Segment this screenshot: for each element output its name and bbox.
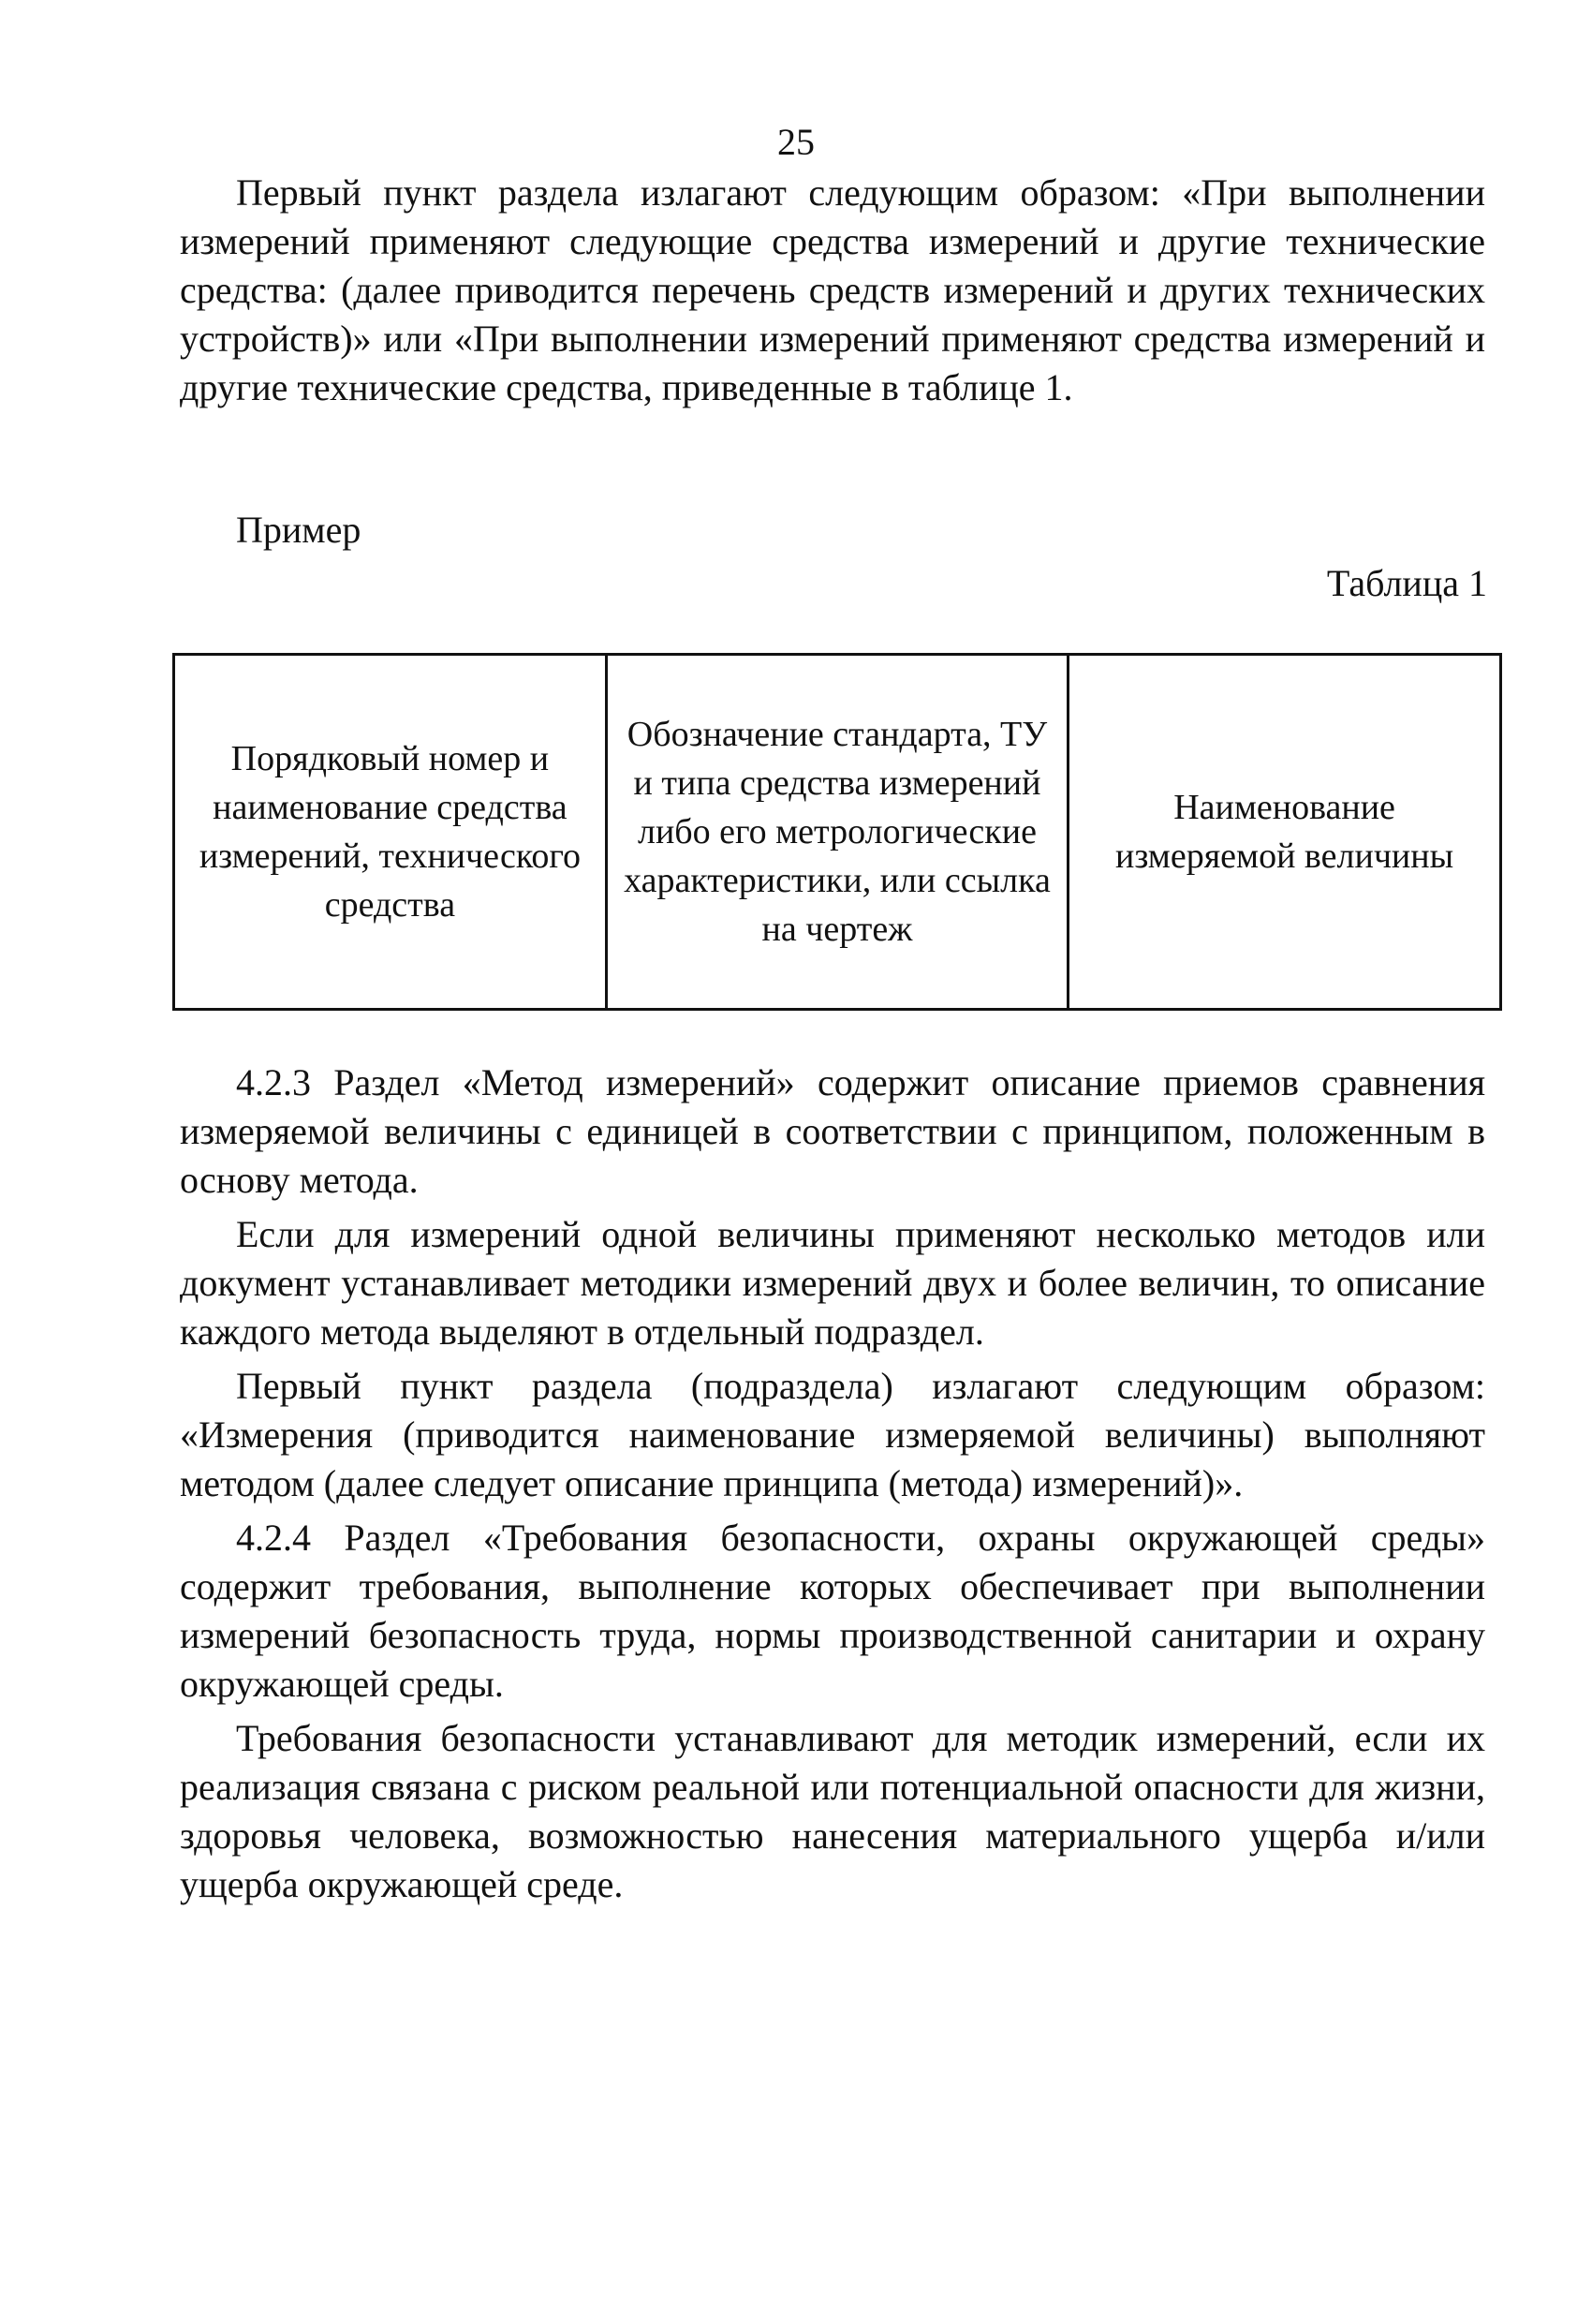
table-header-cell-designation: Обозначение стандарта, ТУ и типа средства измерений либо его метрологические характеристики, или ссылка на чертеж (606, 655, 1068, 1010)
paragraph-4-2-4: 4.2.4 Раздел «Требования безопасности, охраны окружающей среды» содержит требования, выполнение которых обеспечивает при выполнении измерений безопасность труда, нормы производственной санитарии и охрану окружающей среды. (180, 1517, 1485, 1705)
paragraph-4-2-3: 4.2.3 Раздел «Метод измерений» содержит описание приемов сравнения измеряемой величины с единицей в соответствии с принципом, положенным в основу метода. (180, 1061, 1485, 1201)
table-caption: Таблица 1 (1326, 562, 1487, 604)
intro-paragraph-block (180, 169, 1485, 412)
table-header-cell-measured-quantity: Наименование измеряемой величины (1069, 655, 1501, 1010)
page-number: 25 (777, 121, 815, 163)
paragraph-safety-requirements: Требования безопасности устанавливают для методик измерений, если их реализация связана с риском реальной или потенциальной опасности для жизни, здоровья человека, возможностью нанесения материального ущерба и/или ущерба окружающей среде. (180, 1717, 1485, 1905)
example-label: Пример (236, 509, 361, 551)
spec-table (172, 653, 1502, 1011)
spec-table-container (172, 653, 1502, 1011)
paragraph-methods: Если для измерений одной величины применяют несколько методов или документ устанавливает методики измерений двух и более величин, то описание каждого метода выделяют в отдельный подраздел. (180, 1213, 1485, 1353)
intro-paragraph: Первый пункт раздела излагают следующим образом: «При выполнении измерений применяют следующие средства измерений и другие технические средства: (далее приводится перечень средств измерений и других технических устройств)» или «При выполнении измерений применяют средства измерений и другие технические средства, приведенные в таблице 1. (180, 171, 1485, 408)
table-header-cell-number-name: Порядковый номер и наименование средства измерений, технического средства (174, 655, 607, 1010)
paragraph-first-item: Первый пункт раздела (подраздела) излагают следующим образом: «Измерения (приводится наименование измеряемой величины) выполняют методом (далее следует описание принципа (метода) измерений)». (180, 1365, 1485, 1504)
table-header-row (174, 655, 1501, 1010)
body-text (180, 1058, 1485, 1915)
